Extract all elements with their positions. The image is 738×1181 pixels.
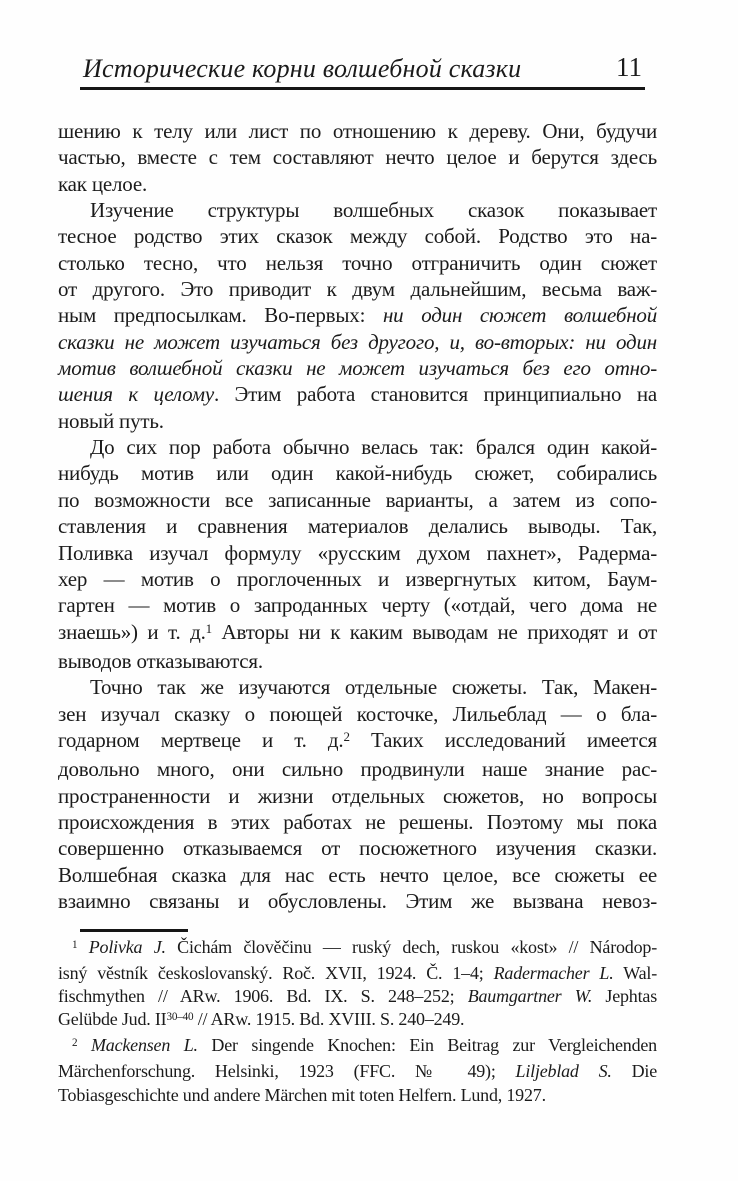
text-segment: по возможности все записанные варианты, а затем из сопо- bbox=[58, 487, 657, 512]
italic-text: шения к целому bbox=[58, 382, 214, 407]
text-line bbox=[58, 1084, 657, 1107]
text-line bbox=[58, 783, 657, 809]
text-segment: Изучение структуры волшебных сказок показывает bbox=[90, 198, 657, 223]
text-segment: Der singende Knochen: Ein Beitrag zur Vergleichenden bbox=[197, 1035, 657, 1056]
paragraph-2 bbox=[58, 197, 657, 434]
paragraph-1 bbox=[58, 118, 657, 197]
text-segment: . Этим работа становится принципиально на bbox=[213, 382, 657, 407]
text-segment: взаимно связаны и обусловлены. Этим же вызвана невоз- bbox=[58, 888, 657, 913]
text-line bbox=[58, 985, 657, 1008]
text-line bbox=[58, 888, 657, 914]
text-line bbox=[58, 197, 657, 223]
text-segment: совершенно отказываемся от посюжетного изучения сказки. bbox=[58, 836, 657, 861]
text-line bbox=[58, 513, 657, 539]
text-segment: Волшебная сказка для нас есть нечто целое, все сюжеты ее bbox=[58, 862, 657, 887]
text-line bbox=[58, 1060, 657, 1083]
text-line bbox=[58, 329, 657, 355]
italic-text: Mackensen L. bbox=[90, 1035, 198, 1056]
text-segment: Čichám člověčinu — ruský dech, ruskou «kost» // Národop- bbox=[165, 937, 657, 957]
footnote-ref: 1 bbox=[72, 938, 78, 951]
text-segment: годарном мертвеце и т. д. bbox=[58, 727, 344, 752]
text-segment bbox=[77, 1035, 91, 1055]
text-segment: fischmythen // ARw. 1906. Bd. IX. S. 248–252; bbox=[58, 986, 468, 1007]
text-line bbox=[58, 701, 657, 727]
text-line bbox=[58, 460, 657, 486]
text-line bbox=[58, 223, 657, 249]
italic-text: сказки не может изучаться без другого, и, во-вторых: ни один bbox=[58, 329, 657, 354]
text-line bbox=[58, 487, 657, 513]
italic-text: ни один сюжет волшебной bbox=[382, 303, 658, 328]
text-segment: Märchenforschung. Helsinki, 1923 (FFC. № 49); bbox=[58, 1061, 516, 1082]
text-line bbox=[58, 118, 657, 144]
text-segment: Die bbox=[611, 1061, 657, 1082]
text-line bbox=[58, 540, 657, 566]
running-header-title: Исторические корни волшебной сказки bbox=[83, 54, 522, 83]
italic-text: Polivka J. bbox=[88, 937, 166, 957]
text-segment: Jephtas bbox=[592, 986, 658, 1007]
text-line bbox=[58, 674, 657, 700]
text-segment: Wal- bbox=[613, 963, 657, 984]
text-segment: пространенности и жизни отдельных сюжетов, но вопросы bbox=[58, 783, 657, 808]
text-segment: Точно так же изучаются отдельные сюжеты. Так, Макен- bbox=[90, 675, 657, 700]
text-segment: ным предпосылкам. Во-первых: bbox=[58, 303, 383, 328]
footnote-ref: 2 bbox=[72, 1037, 78, 1050]
text-segment: Gelübde Jud. II bbox=[58, 1009, 167, 1030]
text-segment: ставления и сравнения материалов делались выводы. Так, bbox=[58, 514, 657, 539]
text-line bbox=[58, 1008, 657, 1034]
text-line bbox=[58, 936, 657, 962]
paragraph-3 bbox=[58, 434, 657, 674]
text-segment: Tobiasgeschichte und andere Märchen mit toten Helfern. Lund, 1927. bbox=[58, 1084, 546, 1105]
text-line bbox=[58, 381, 657, 407]
text-segment: isný věstník českoslovanský. Roč. XVII, 1924. Č. 1–4; bbox=[58, 963, 494, 984]
body-text bbox=[58, 118, 657, 914]
text-segment: шению к телу или лист по отношению к дереву. Они, будучи bbox=[58, 119, 657, 143]
text-segment: зен изучал сказку о поющей косточке, Лильеблад — о бла- bbox=[58, 701, 657, 726]
text-line bbox=[58, 434, 657, 460]
paragraph-4 bbox=[58, 674, 657, 914]
text-segment: происхождения в этих работах не решены. Поэтому мы пока bbox=[58, 809, 657, 834]
text-segment: Поливка изучал формулу «русским духом пахнет», Радерма- bbox=[58, 540, 657, 565]
text-segment: // ARw. 1915. Bd. XVIII. S. 240–249. bbox=[193, 1009, 465, 1030]
text-line bbox=[58, 756, 657, 782]
text-segment: довольно много, они сильно продвинули наше знание рас- bbox=[58, 757, 657, 782]
text-segment: знаешь») и т. д. bbox=[58, 619, 206, 644]
text-segment: как целое. bbox=[58, 171, 148, 196]
text-segment: Авторы ни к каким выводам не приходят и от bbox=[211, 619, 657, 644]
footnotes bbox=[58, 936, 657, 1107]
footnote-ref: 30–40 bbox=[166, 1011, 194, 1024]
text-line bbox=[58, 302, 657, 328]
text-line bbox=[58, 619, 657, 648]
text-line bbox=[58, 408, 657, 434]
footnote-1 bbox=[58, 936, 657, 1034]
footnote-separator bbox=[80, 929, 188, 932]
text-line bbox=[58, 648, 657, 674]
text-segment: гартен — мотив о запроданных черту («отдай, чего дома не bbox=[58, 593, 657, 618]
text-segment: нибудь мотив или один какой-нибудь сюжет, собирались bbox=[58, 461, 657, 486]
text-line bbox=[58, 835, 657, 861]
page-number: 11 bbox=[616, 52, 642, 82]
footnote-ref: 1 bbox=[205, 620, 212, 636]
text-segment: от другого. Это приводит к двум дальнейшим, весьма важ- bbox=[58, 277, 657, 302]
text-line bbox=[58, 809, 657, 835]
text-line bbox=[58, 171, 657, 197]
italic-text: Baumgartner W. bbox=[467, 986, 593, 1007]
text-line bbox=[58, 1034, 657, 1060]
text-segment: До сих пор работа обычно велась так: брался один какой- bbox=[90, 435, 657, 460]
text-line bbox=[58, 250, 657, 276]
header-rule bbox=[80, 87, 645, 90]
text-line bbox=[58, 566, 657, 592]
text-line bbox=[58, 592, 657, 618]
italic-text: Liljeblad S. bbox=[515, 1061, 612, 1082]
text-line bbox=[58, 276, 657, 302]
text-line bbox=[58, 962, 657, 985]
text-segment: Таких исследований имеется bbox=[349, 727, 657, 752]
text-line bbox=[58, 355, 657, 381]
text-segment: столько тесно, что нельзя точно отграничить один сюжет bbox=[58, 250, 657, 275]
text-segment: частью, вместе с тем составляют нечто целое и берутся здесь bbox=[58, 145, 657, 170]
text-segment: тесное родство этих сказок между собой. Родство это на- bbox=[58, 224, 657, 249]
text-segment bbox=[77, 937, 88, 957]
footnote-ref: 2 bbox=[343, 729, 350, 745]
italic-text: Radermacher L. bbox=[493, 963, 614, 984]
text-segment: новый путь. bbox=[58, 408, 164, 433]
text-segment: выводов отказываются. bbox=[58, 648, 263, 673]
text-line bbox=[58, 727, 657, 756]
text-line bbox=[58, 862, 657, 888]
text-line bbox=[58, 144, 657, 170]
italic-text: мотив волшебной сказки не может изучаться без его отно- bbox=[58, 356, 657, 381]
footnote-2 bbox=[58, 1034, 657, 1106]
text-segment: хер — мотив о проглоченных и извергнутых китом, Баум- bbox=[58, 566, 657, 591]
